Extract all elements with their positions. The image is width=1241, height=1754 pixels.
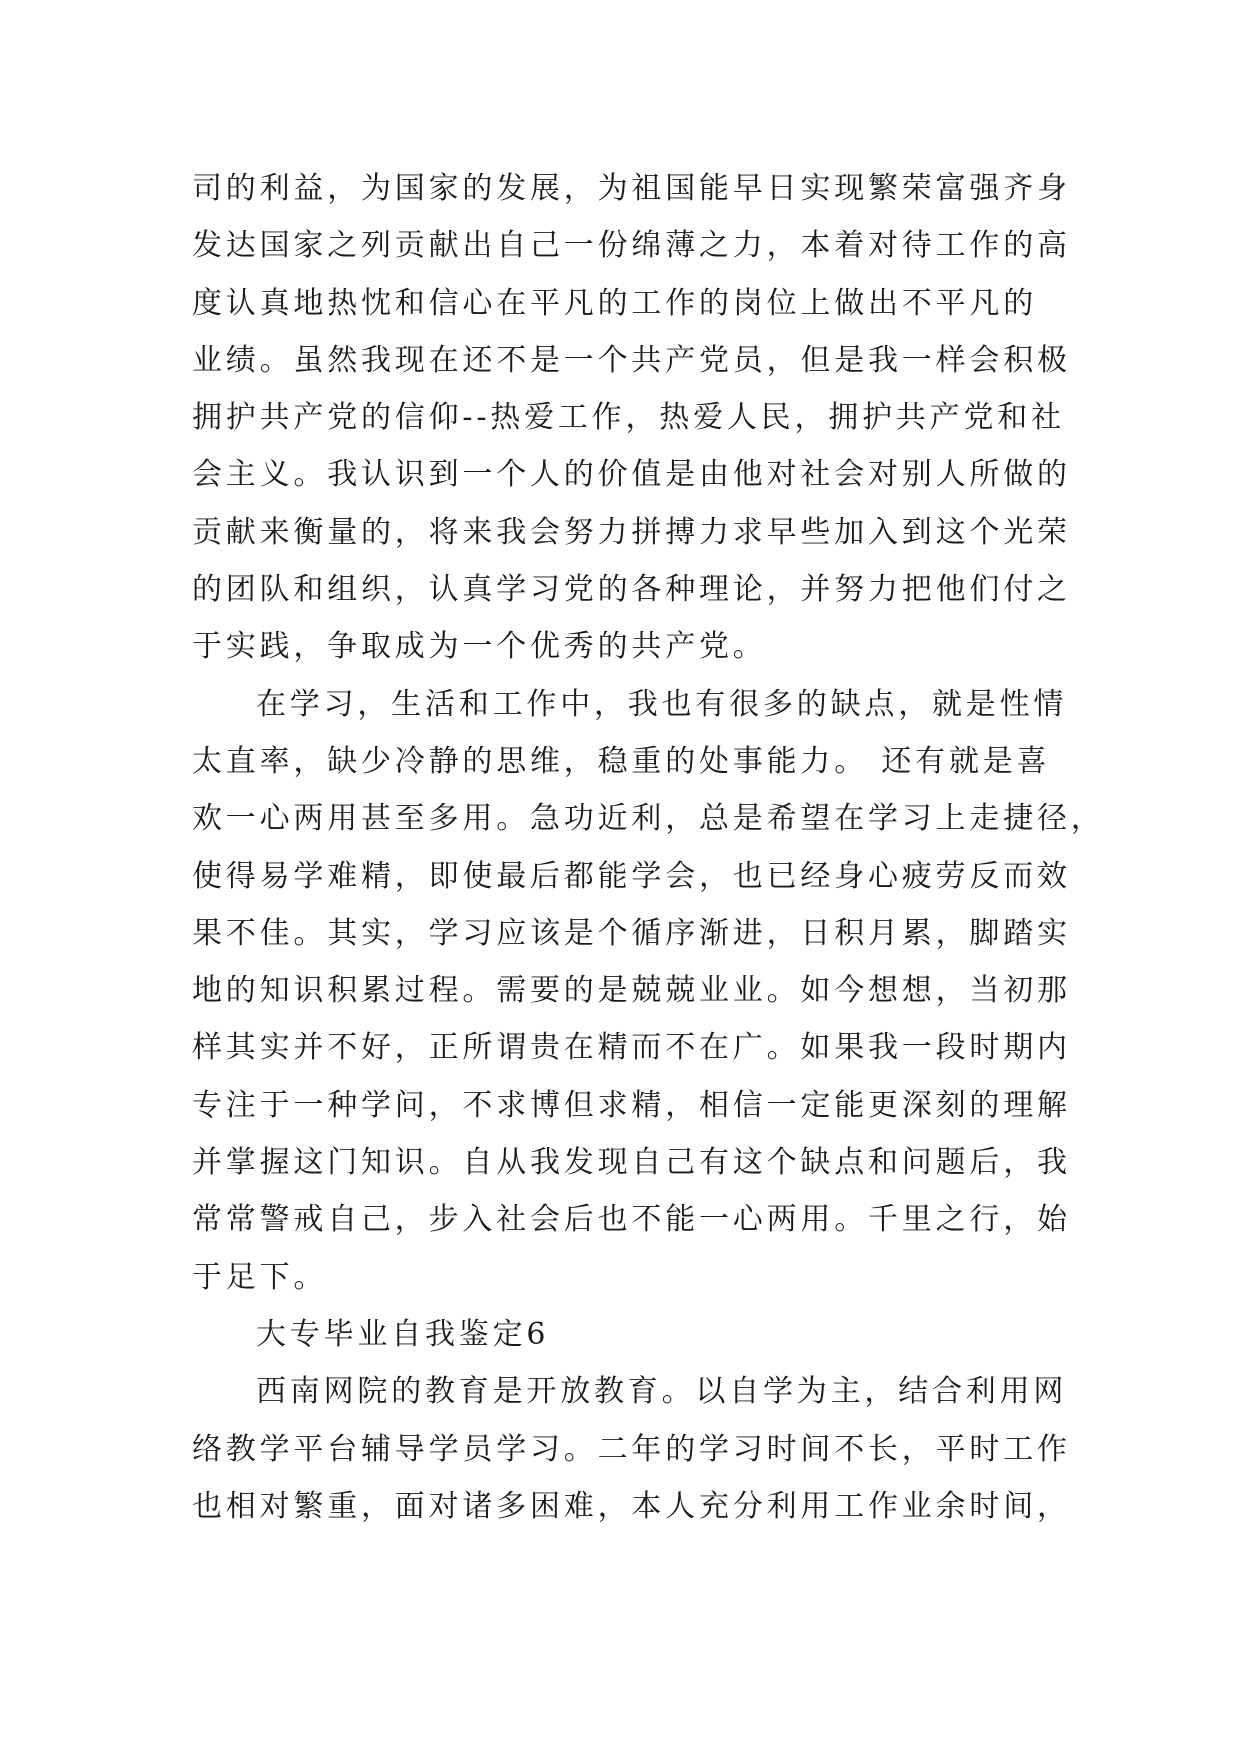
text-line: 专注于一种学问，不求博但求精，相信一定能更深刻的理解: [192, 1087, 1071, 1123]
text-line: 会主义。我认识到一个人的价值是由他对社会对别人所做的: [192, 457, 1071, 493]
text-line: 也相对繁重，面对诸多困难，本人充分利用工作业余时间，: [192, 1488, 1071, 1524]
text-line: 拥护共产党的信仰--热爱工作，热爱人民，拥护共产党和社: [192, 400, 1065, 436]
text-line: 样其实并不好，正所谓贵在精而不在广。如果我一段时期内: [192, 1030, 1071, 1066]
text-line: 欢一心两用甚至多用。急功近利，总是希望在学习上走捷径，: [192, 801, 1105, 837]
text-line: 贡献来衡量的，将来我会努力拼搏力求早些加入到这个光荣: [192, 514, 1071, 550]
section-heading: [192, 1306, 1052, 1363]
text-line: 在学习，生活和工作中，我也有很多的缺点，就是性情: [256, 686, 1068, 722]
text-line: 发达国家之列贡献出自己一份绵薄之力，本着对待工作的高: [192, 228, 1071, 264]
text-line: 司的利益，为国家的发展，为祖国能早日实现繁荣富强齐身: [192, 171, 1071, 206]
text-line: 西南网院的教育是开放教育。以自学为主，结合利用网: [256, 1374, 1068, 1410]
text-line: 业绩。虽然我现在还不是一个共产党员，但是我一样会积极: [192, 342, 1071, 378]
document-body: [192, 160, 1105, 1535]
heading-text: 大专毕业自我鉴定6: [256, 1316, 550, 1352]
text-line: 使得易学难精，即使最后都能学会，也已经身心疲劳反而效: [192, 858, 1071, 894]
text-line: 地的知识积累过程。需要的是兢兢业业。如今想想，当初那: [192, 973, 1071, 1009]
text-line: 并掌握这门知识。自从我发现自己有这个缺点和问题后，我: [192, 1145, 1071, 1181]
text-line: 的团队和组织，认真学习党的各种理论，并努力把他们付之: [192, 572, 1071, 608]
paragraph-2: [192, 676, 1105, 1306]
paragraph-1: [192, 160, 1071, 676]
text-line: 太直率，缺少冷静的思维，稳重的处事能力。 还有就是喜: [192, 743, 1051, 779]
paragraph-3: [192, 1363, 1071, 1535]
text-line: 度认真地热忱和信心在平凡的工作的岗位上做出不平凡的: [192, 285, 1037, 321]
text-line: 于实践，争取成为一个优秀的共产党。: [192, 629, 767, 665]
text-line: 常常警戒自己，步入社会后也不能一心两用。千里之行，始: [192, 1202, 1071, 1238]
text-line: 果不佳。其实，学习应该是个循序渐进，日积月累，脚踏实: [192, 915, 1071, 951]
text-line: 于足下。: [192, 1259, 328, 1295]
text-line: 络教学平台辅导学员学习。二年的学习时间不长，平时工作: [192, 1431, 1071, 1467]
